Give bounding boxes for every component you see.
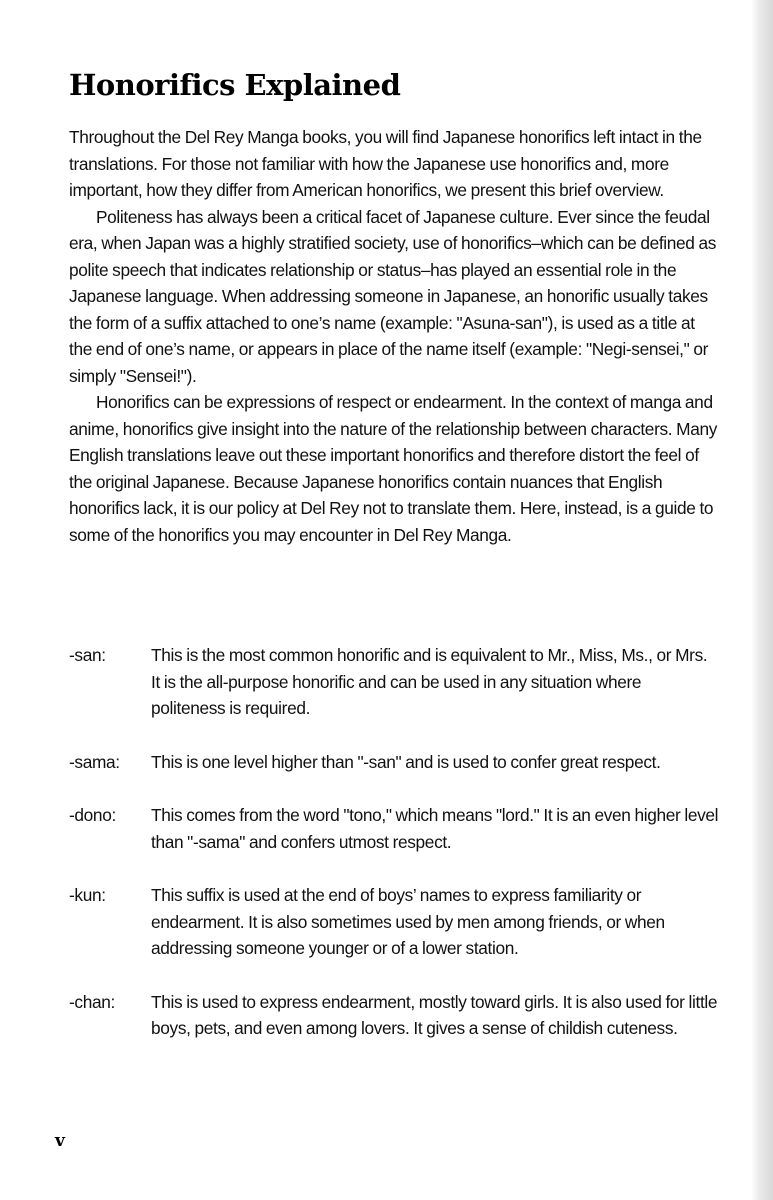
glossary-definition: This comes from the word "tono," which means "lord." It is an even higher level than "-sama" and confers utmost respect. — [151, 805, 719, 852]
glossary-definition: This is one level higher than "-san" and is used to confer great respect. — [151, 751, 661, 772]
page-title: Honorifics Explained — [69, 68, 401, 102]
glossary-term: -kun: — [69, 885, 106, 905]
page-number: v — [55, 1131, 65, 1151]
glossary-definition: This is used to express endearment, mostly toward girls. It is also used for little boys, pets, and even among lovers. It gives a sense of childish cuteness. — [151, 991, 718, 1038]
glossary-entry-san — [69, 642, 729, 722]
glossary-entry-dono — [69, 802, 729, 855]
glossary-entry-sama — [69, 749, 729, 776]
paragraph-respect: Honorifics can be expressions of respect or endearment. In the context of manga and anime, honorifics give insight into the nature of the relationship between characters. Many English translations leave out these important honorifics and therefore distort the feel of the original Japanese. Because Japanese honorifics contain nuances that English honorifics lack, it is our policy at Del Rey not to translate them. Here, instead, is a guide to some of the honorifics you may encounter in Del Rey Manga. — [69, 392, 718, 545]
glossary-term: -chan: — [69, 991, 115, 1012]
glossary-entry-chan — [69, 989, 729, 1042]
honorifics-glossary — [69, 642, 729, 1069]
glossary-term: -sama: — [69, 751, 120, 772]
glossary-definition: This is the most common honorific and is equivalent to Mr., Miss, Ms., or Mrs. It is the all-purpose honorific and can be used in any situation where politeness is required. — [151, 645, 708, 718]
glossary-entry-kun — [69, 882, 729, 962]
paragraph-intro: Throughout the Del Rey Manga books, you will find Japanese honorifics left intact in the translations. For those not familiar with how the Japanese use honorifics and, more important, how they differ from American honorifics, we present this brief overview. — [69, 127, 702, 200]
page-edge-shadow — [751, 0, 773, 1200]
paragraph-politeness: Politeness has always been a critical facet of Japanese culture. Ever since the feudal era, when Japan was a highly stratified society, use of honorifics–which can be defined as polite speech that indicates relationship or status–has played an essential role in the Japanese language. When addressing someone in Japanese, an honorific usually takes the form of a suffix attached to one’s name (example: "Asuna-san"), is used as a title at the end of one’s name, or appears in place of the name itself (example: "Negi-sensei," or simply "Sensei!"). — [69, 206, 717, 386]
glossary-definition: This suffix is used at the end of boys’ names to express familiarity or endearment. It is also sometimes used by men among friends, or when addressing someone younger or of a lower station. — [151, 885, 665, 958]
intro-text — [69, 124, 721, 548]
glossary-term: -san: — [69, 645, 106, 665]
glossary-term: -dono: — [69, 805, 116, 825]
